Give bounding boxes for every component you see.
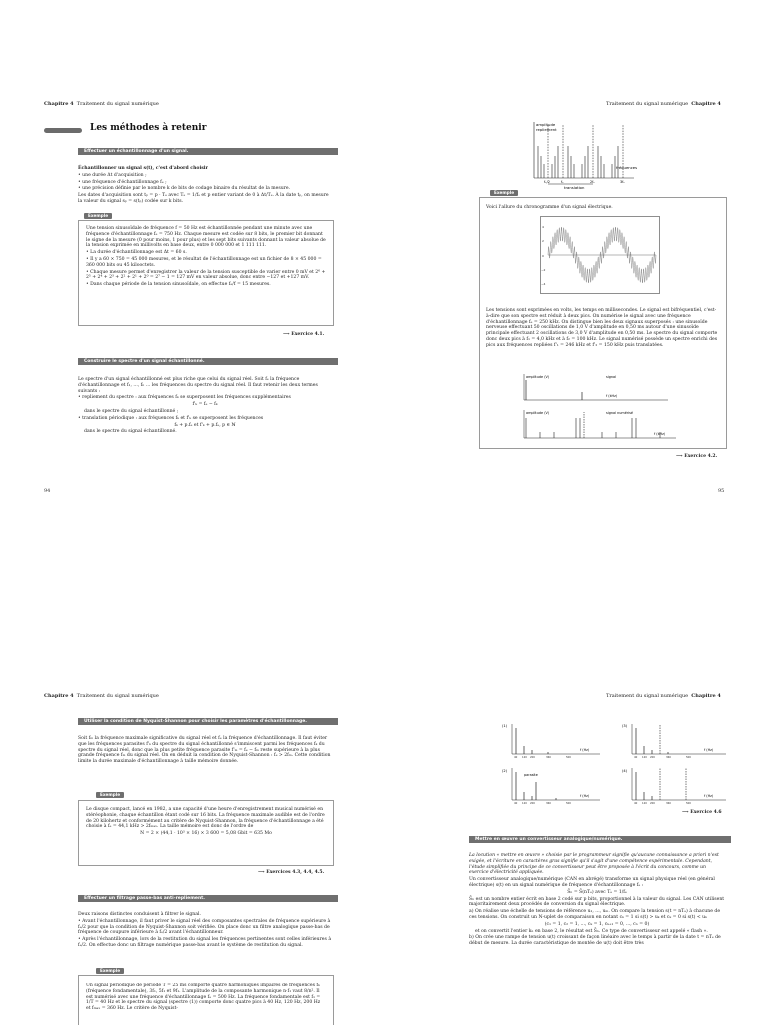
- section-title-band: [469, 836, 731, 843]
- s5-b: b) On crée une rampe de tension u(t) croissant de façon linéaire avec le temps à partir de la date t = nTₑ de début de mesure. La durée caractéristique de montée de u(t) doit être très: [469, 935, 721, 947]
- section-title: Effectuer un filtrage passe-bas anti-repliement.: [84, 896, 206, 901]
- header-title: Traitement du signal numérique: [606, 693, 689, 699]
- tick-label: 2fₑ: [590, 180, 595, 184]
- svg-text:40: 40: [514, 802, 518, 805]
- header-chapter: Chapitre 4: [691, 693, 721, 699]
- spectrum-title: signal: [606, 375, 617, 379]
- section-title: Utiliser la condition de Nyquist-Shannon pour choisir les paramètres d'échantillonnage.: [84, 719, 307, 724]
- spectrum-3: [622, 724, 726, 754]
- header-right: [606, 101, 721, 107]
- four-spectra-figure: [500, 722, 732, 806]
- exercise-ref[interactable]: ⟶ Exercice 4.1.: [283, 332, 325, 337]
- axis-label: repliement: [536, 127, 557, 132]
- svg-text:500: 500: [566, 802, 571, 805]
- s1-item: • une durée Δt d'acquisition ;: [78, 172, 147, 178]
- section5-body: [469, 853, 725, 948]
- s5-italic: La locution « mettre en œuvre » choisie par le programmeur signifie qu'aucune connaissance a priori n'est exigée, et l'écriture en caractères gras signifie qu'il s'agit d'une compétence expérimentale. Cependant, l'étude simplifiée du principe de ce convertisseur peut être proposée à l'écrit du concours, comme un exercice d'électricité appliquée.: [469, 853, 719, 876]
- page-number-left: 94: [44, 488, 51, 494]
- fig-label: (1): [502, 724, 508, 728]
- formula: f'ₖ = fₑ − fₖ: [192, 402, 218, 408]
- ex2-text2: Les tensions sont exprimées en volts, les temps en millisecondes. Le signal est bifréquentiel, c'est-à-dire que son spectre est réduit à deux pics. On numérise le signal avec une fréquence d'échantillonnage fₑ = 250 kHz. On distingue bien les deux signaux superposés : une sinusoïde nerveuse effectuant 50 oscillations de 1,0 V d'amplitude en 0,50 ms autour d'une sinusoïde principale effectuant 2 oscillations de 3,0 V d'amplitude en 0,50 ms. Le spectre du signal comporte donc deux pics à f₁ = 4,0 kHz et à f₂ = 100 kHz. Le signal numérisé possède un spectre enrichi des pics aux fréquences repliées f'₁ = 246 kHz et f'₂ = 150 kHz puis translatées.: [486, 308, 718, 348]
- svg-text:200: 200: [530, 802, 535, 805]
- ex3-text: Le disque compact, lancé en 1982, a une capacité d'une heure d'enregistrement musical numérisé en stéréophonie, chaque échantillon étant codé sur 16 bits. La fréquence maximale audible est de l'ordre de 20 kilohertz et conformément au critère de Nyquist-Shannon, la fréquence d'échantillonnage a été choisie à fₑ = 44,1 kHz > 2fₘₐₓ. La taille mémoire est donc de l'ordre de: [86, 807, 325, 830]
- axis-label: f (Hz): [704, 748, 714, 752]
- example3-body: [86, 807, 326, 838]
- s4-item: • Après l'échantillonnage, lors de la restitution du signal les fréquences pertinentes sont celles inférieures à fₑ/2. On effectue donc un filtrage numérique passe-bas avant le système de restitution du signal.: [78, 937, 332, 948]
- s1-item: • une précision définie par le nombre k de bits de codage binaire du résultat de la mesure.: [78, 186, 291, 192]
- header-chapter: Chapitre 4: [44, 693, 74, 699]
- fig-label: (2): [502, 769, 508, 773]
- exercise-ref[interactable]: ⟶ Exercices 4.3, 4.4, 4.5.: [258, 870, 325, 875]
- header-left: [44, 693, 159, 699]
- s5-text: Un convertisseur analogique/numérique (CAN en abrégé) transforme un signal physique réel (en général électrique) s(t) en un signal numérique de fréquence d'échantillonnage fₑ :: [469, 877, 715, 888]
- ex1-text: Une tension sinusoïdale de fréquence f = 50 Hz est échantillonnée pendant une minute avec une fréquence d'échantillonnage fₑ = 750 Hz. Chaque mesure est codée sur 8 bits, le premier bit donnant le signe de la mesure (0 pour moins, 1 pour plus) et les sept bits suivants donnant la valeur absolue de la tension exprimée en millivolts en base deux, entre 0 000 000 et 1 111 111.: [86, 226, 326, 249]
- section-title-band: [78, 148, 338, 155]
- page-number-right: 95: [718, 488, 725, 494]
- translation-label: translation: [564, 185, 585, 190]
- formula: (c₁ = 1, c₂ = 1, ..., cₖ = 1, cₖ₊₁ = 0, ..., cₙ = 0): [544, 921, 650, 927]
- svg-text:360: 360: [666, 802, 671, 805]
- svg-text:40: 40: [634, 802, 638, 805]
- spectrum-signal-figure: [520, 372, 670, 404]
- axis-label: f (Hz): [580, 748, 590, 752]
- svg-text:360: 360: [546, 756, 551, 759]
- svg-text:40: 40: [514, 756, 518, 759]
- s4-intro: Deux raisons distinctes conduisent à filtrer le signal.: [78, 912, 201, 917]
- parasite-label: parasite: [524, 773, 538, 777]
- svg-text:120: 120: [642, 756, 647, 759]
- svg-text:360: 360: [666, 756, 671, 759]
- section3-body: Soit fₘ la fréquence maximale significative du signal réel et fₑ la fréquence d'échantillonnage. Il faut éviter que les fréquences parasites f'ₖ du spectre du signal échantillonné s'immiscent parmi les fréquences fₖ du spectre du signal réel, donc que la plus petite fréquence parasite f'ₘ = fₑ − fₘ reste supérieure à la plus grande fréquence fₘ du signal réel. On en déduit la condition de Nyquist-Shannon : fₑ > 2fₘ. Cette condition limite la durée maximale d'échantillonnage à taille mémoire donnée.: [78, 736, 331, 765]
- formula: fₖ + p.fₑ et f'ₖ + p.fₑ, p ∈ ℕ: [174, 422, 236, 428]
- section1-body: [78, 166, 332, 206]
- s2-repliement: • repliement du spectre : aux fréquences fₖ se superposent les fréquences supplémentaires: [78, 395, 291, 401]
- ex1-item: • La durée d'échantillonnage est Δt = 60 s.: [86, 250, 187, 256]
- header-title: Traitement du signal numérique: [76, 693, 159, 699]
- s1-intro: Échantillonner un signal s(t), c'est d'abord choisir: [78, 166, 208, 171]
- example4-body: Un signal périodique de période T = 25 ms comporte quatre harmoniques impaires de fréquences fₖ (fréquence fondamentale), 3f₁, 5f₁ et 9f₁. L'amplitude de la composante harmonique n·f₁ vaut 8/n². Il est numérisé avec une fréquence d'échantillonnage fₑ = 500 Hz. La fréquence fondamentale est f₁ = 1/T = 40 Hz et le spectre du signal (spectre (1)) comporte donc quatre pics à 40 Hz, 120 Hz, 200 Hz et fₘₐₓ = 360 Hz. Le critère de Nyquist-: [86, 983, 321, 1012]
- section-title: Mettre en œuvre un convertisseur analogique/numérique.: [475, 837, 623, 842]
- example-tab: Exemple: [490, 190, 518, 196]
- tick-label: fₑ/2: [544, 180, 550, 184]
- example1-body: [86, 226, 326, 289]
- svg-text:500: 500: [686, 802, 691, 805]
- svg-text:120: 120: [522, 756, 527, 759]
- s2-translation-end: dans le spectre du signal échantillonné.: [84, 429, 177, 435]
- peaks: [526, 418, 660, 438]
- s1-dates: Les dates d'acquisition sont tₚ = p · Tₑ avec Tₑ = 1/fₑ et p entier variant de 0 à Δt/Tₑ. À la date tₚ, on mesure la valeur du signal sₚ = s(tₚ) codée sur k bits.: [78, 193, 329, 204]
- axis-label: fréquences: [616, 165, 638, 170]
- svg-text:200: 200: [650, 756, 655, 759]
- svg-text:4: 4: [542, 225, 544, 229]
- axis-label: f (Hz): [580, 794, 590, 798]
- axis-label: f (Hz): [704, 794, 714, 798]
- s5-a: a) On réalise une échelle de tensions de référence u₁, ..., uₘ. On compare la tension s(t = nTₑ) à chacune de ces tensions. On construit un N-uplet de comparaison en notant cₖ = 1 si s(t) > uₖ et cₖ = 0 si s(t) < uₖ: [469, 909, 721, 920]
- section4-body: [78, 912, 332, 950]
- spectrum-1: [502, 724, 600, 754]
- svg-text:120: 120: [522, 802, 527, 805]
- svg-text:500: 500: [566, 756, 571, 759]
- fig-label: (4): [622, 769, 628, 773]
- spectrum-lines: [538, 146, 618, 178]
- example-tab: Exemple: [96, 792, 124, 798]
- exercise-ref[interactable]: ⟶ Exercice 4.2.: [676, 454, 718, 459]
- svg-text:−2: −2: [541, 268, 546, 272]
- header-left: [44, 101, 159, 107]
- s1-item: • une fréquence d'échantillonnage fₑ ;: [78, 179, 167, 185]
- tick-labels: [514, 755, 691, 805]
- axis-label: f (kHz): [606, 394, 618, 398]
- ex1-item: • Chaque mesure permet d'enregistrer la valeur de la tension susceptible de varier entre 0 mV et 2⁶ + 2⁵ + 2⁴ + 2³ + 2² + 2¹ + 2⁰ = 2⁷ − 1 = 127 mV en valeur absolue, donc entre −127 et +127 mV.: [86, 269, 326, 281]
- s5-text2: S̄ₙ est un nombre entier écrit en base 2 codé sur p bits, proportionnel à la valeur du signal. Les CAN utilisent majoritairement deux procédés de conversion du signal électrique.: [469, 896, 725, 908]
- section-title-band: [78, 718, 338, 725]
- chronogram-figure: [540, 216, 660, 294]
- fig-label: (3): [622, 724, 628, 728]
- formula: N = 2 × (44,1 · 10³ × 16) × 3 600 = 5,08 Gbit = 635 Mo: [140, 831, 272, 837]
- section-title-band: [78, 358, 338, 365]
- ex2-text1: Voici l'allure du chronogramme d'un signal électrique.: [486, 205, 613, 210]
- svg-text:−4: −4: [541, 282, 546, 286]
- axis-label: f (kHz): [654, 432, 666, 436]
- tick-label: fₑ: [561, 180, 564, 184]
- page-title: Les méthodes à retenir: [90, 123, 207, 133]
- svg-text:200: 200: [530, 756, 535, 759]
- s2-repliement-end: dans le spectre du signal échantillonné ;: [84, 408, 179, 414]
- title-marker: [44, 128, 82, 133]
- s2-intro: Le spectre d'un signal échantillonné est plus riche que celui du signal réel. Soit fₑ la fréquence d'échantillonnage et f₁, ..., fₙ ... les fréquences du spectre du signal réel. Il faut retenir les deux termes suivants :: [78, 377, 318, 394]
- s2-translation: • translation périodique : aux fréquences fₖ et f'ₖ se superposent les fréquences: [78, 415, 264, 421]
- svg-text:360: 360: [546, 802, 551, 805]
- svg-text:2: 2: [542, 239, 544, 243]
- axis-label: amplitude (V): [526, 375, 550, 379]
- spectrum-translation-figure: [528, 118, 638, 190]
- header-chapter: Chapitre 4: [691, 101, 721, 107]
- tick-label: 3fₑ: [620, 180, 625, 184]
- header-title: Traitement du signal numérique: [76, 101, 159, 107]
- formula: S̄ₙ = S̄(nTₑ) avec Tₑ = 1/fₑ: [567, 889, 627, 895]
- section-title-band: [78, 895, 338, 902]
- ex1-item: • Il y a 60 × 750 = 45 000 mesures, et le résultat de l'échantillonnage est un fichier de 8 × 45 000 = 360 000 bits ou 45 kilooctets.: [86, 256, 322, 268]
- ex1-item: • Dans chaque période de la tension sinusoïdale, on effectue fₑ/f = 15 mesures.: [86, 282, 271, 288]
- header-right: [606, 693, 721, 699]
- exercise-ref[interactable]: ⟶ Exercice 4.6: [682, 810, 722, 815]
- section-title: Construire le spectre d'un signal échantillonné.: [84, 359, 205, 364]
- svg-text:40: 40: [634, 756, 638, 759]
- svg-text:0: 0: [542, 254, 544, 258]
- axis-label: amplitude: [536, 122, 556, 127]
- axis-label: amplitude (V): [526, 411, 550, 415]
- spectrum-numerise-figure: [520, 408, 680, 442]
- header-title: Traitement du signal numérique: [606, 101, 689, 107]
- example-tab: Exemple: [96, 968, 124, 974]
- spectrum-4: [622, 768, 726, 800]
- header-chapter: Chapitre 4: [44, 101, 74, 107]
- spectrum-title: signal numérisé: [606, 411, 633, 415]
- spectrum-2: [502, 768, 600, 800]
- s4-item: • Avant l'échantillonnage, il faut priver le signal réel des composantes spectrales de fréquence supérieure à fₑ/2 pour que la condition de Nyquist-Shannon soit vérifiée. On place donc un filtre analogique passe-bas de fréquence de coupure inférieure à fₑ/2 avant l'échantillonneur.: [78, 918, 331, 936]
- section-title: Effectuer un échantillonnage d'un signal.: [84, 149, 189, 154]
- section2-body: [78, 377, 332, 436]
- s5-a-end: et on convertit l'entier kₙ en base 2, le résultat est S̄ₙ. Ce type de convertisseur est appelé « flash ».: [475, 928, 708, 934]
- svg-text:500: 500: [686, 756, 691, 759]
- example-tab: Exemple: [84, 213, 112, 219]
- svg-text:200: 200: [650, 802, 655, 805]
- svg-text:120: 120: [642, 802, 647, 805]
